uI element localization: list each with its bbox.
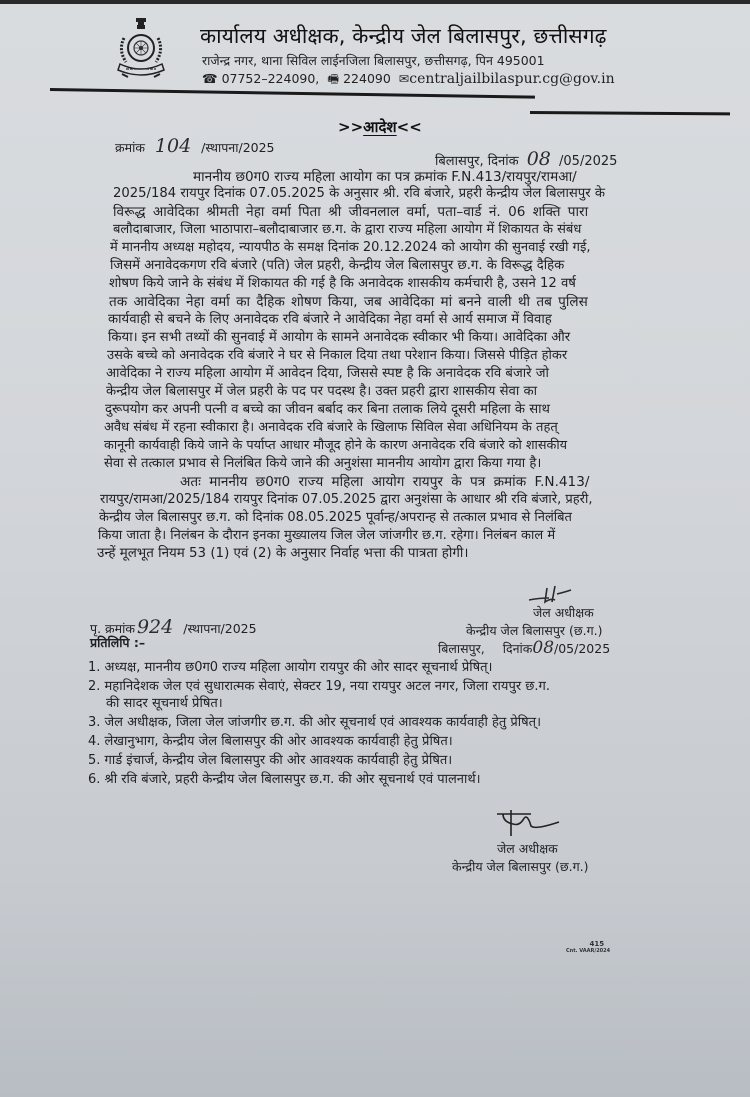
signatory-designation-1: जेल अधीक्षक <box>533 605 594 620</box>
email-address: centraljailbilaspur.cg@gov.in <box>409 71 615 87</box>
signatory-office-1: केन्द्रीय जेल बिलासपुर (छ.ग.) <box>466 623 603 638</box>
body-line: बलौदाबाजार, जिला भाठापारा–बलौदाबाजार छ.ग. के द्वारा राज्य महिला आयोग में शिकायत के संबंध <box>113 222 582 237</box>
body-line: अतः माननीय छ0ग0 राज्य महिला आयोग रायपुर के पत्र क्रमांक F.N.413/ <box>180 474 590 490</box>
body-line: माननीय छ0ग0 राज्य महिला आयोग का पत्र क्रमांक F.N.413/रायपुर/रामआ/ <box>193 169 577 185</box>
header-divider-right <box>530 111 730 115</box>
copy-list-item: 2. महानिदेशक जेल एवं सुधारात्मक सेवाएं, सेक्टर 19, नया रायपुर अटल नगर, जिला रायपुर छ.ग. <box>88 679 550 694</box>
body-line: 2025/184 रायपुर दिनांक 07.05.2025 के अनुसार श्री. रवि बंजारे, प्रहरी केन्द्रीय जेल बिलासपुर के <box>113 186 605 201</box>
copy-list-item: 4. लेखानुभाग, केन्द्रीय जेल बिलासपुर की ओर आवश्यक कार्यवाही हेतु प्रेषित। <box>88 734 453 749</box>
body-line: तक आवेदिका नेहा वर्मा का दैहिक शोषण किया, जब आवेदिका मां बनने वाली थी तब पुलिस <box>109 294 588 310</box>
print-stamp: 415 Cnt. VAAR/2024 <box>566 940 611 954</box>
heading-suffix: << <box>396 118 422 136</box>
body-line: किया जाता है। निलंबन के दौरान इनका मुख्यालय जिल जेल जांजगीर छ.ग. रहेगा। निलंबन काल में <box>98 528 556 543</box>
office-address: राजेन्द्र नगर, थाना सिविल लाईनजिला बिलासपुर, छत्तीसगढ़, पिन 495001 <box>202 53 545 68</box>
copy-label: प्रतिलिपि :– <box>90 635 146 650</box>
copy-place-date: बिलासपुर, दिनांक08/05/2025 <box>438 638 611 658</box>
signatory-designation-2: जेल अधीक्षक <box>497 841 558 856</box>
copy-list-item: 1. अध्यक्ष, माननीय छ0ग0 राज्य महिला आयोग रायपुर की ओर सादर सूचनार्थ प्रेषित्। <box>88 660 493 675</box>
signature-mark-2 <box>495 808 575 838</box>
handwritten-copy-number: 924 <box>136 616 174 638</box>
order-number: क्रमांक 104 /स्थापना/2025 <box>115 135 275 157</box>
copy-list-item-cont: की सादर सूचनार्थ प्रेषित। <box>106 696 223 711</box>
office-title: कार्यालय अधीक्षक, केन्द्रीय जेल बिलासपुर, छत्तीसगढ़ <box>200 24 607 48</box>
handwritten-copy-day: 08 <box>532 638 555 658</box>
heading-text: आदेश <box>363 118 397 136</box>
body-line: दुरूपयोग कर अपनी पत्नी व बच्चे का जीवन बर्बाद कर बिना तलाक लिये दूसरी महिला के साथ <box>105 402 550 417</box>
body-line: आवेदिका ने राज्य महिला आयोग में आवेदन दिया, जिससे स्पष्ट है कि अनावेदक रवि बंजारे जो <box>106 366 549 381</box>
office-contact <box>202 70 619 91</box>
body-line: सेवा से तत्काल प्रभाव से निलंबित किये जाने की अनुशंसा माननीय आयोग द्वारा किया गया है। <box>104 456 542 471</box>
body-line: शोषण किये जाने के संबंध में शिकायत की गई है कि अनावेदक शासकीय कर्मचारी है, उसने 12 वर्ष <box>109 276 576 291</box>
handwritten-day: 08 <box>526 148 551 170</box>
heading-prefix: >> <box>338 118 364 136</box>
email-icon: ✉ <box>398 71 410 86</box>
copy-list-item: 5. गार्ड इंचार्ज, केन्द्रीय जेल बिलासपुर की ओर आवश्यक कार्यवाही हेतु प्रेषित। <box>88 753 453 768</box>
fax-number: 224090 <box>343 71 391 86</box>
body-line: उसके बच्चे को अनावेदक रवि बंजारे ने घर से निकाल दिया तथा परेशान किया। जिससे पीड़ित होकर <box>107 348 568 363</box>
body-line: उन्हें मूलभूत नियम 53 (1) एवं (2) के अनुसार निर्वाह भत्ता की पात्रता होगी। <box>97 546 469 561</box>
handwritten-order-number: 104 <box>154 135 192 157</box>
phone-icon: ☎ <box>202 71 218 86</box>
copy-ref-number: पृ. क्रमांक 924 /स्थापना/2025 <box>90 616 257 638</box>
body-line: में माननीय अध्यक्ष महोदय, न्यायपीठ के समक्ष दिनांक 20.12.2024 को आयोग की सुनवाई रखी गई, <box>110 240 591 255</box>
state-emblem-icon <box>112 16 170 82</box>
signatory-office-2: केन्द्रीय जेल बिलासपुर (छ.ग.) <box>452 859 589 874</box>
body-line: कानूनी कार्यवाही किये जाने के पर्याप्त आधार मौजूद होने के कारण अनावेदक रवि बंजारे को शासकीय <box>104 438 568 453</box>
body-line: केन्द्रीय जेल बिलासपुर में जेल प्रहरी के पद पर पदस्थ है। उक्त प्रहरी द्वारा शासकीय सेवा का <box>106 384 538 399</box>
order-place-date: बिलासपुर, दिनांक 08 /05/2025 <box>435 148 618 170</box>
body-line: विरूद्ध आवेदिका श्रीमती नेहा वर्मा पिता श्री जीवनलाल वर्मा, पता–वार्ड नं. 06 शक्ति पारा <box>113 204 589 220</box>
body-line: जिसमें अनावेदकगण रवि बंजारे (पति) जेल प्रहरी, केन्द्रीय जेल बिलासपुर छ.ग. के विरूद्ध दैहिक <box>110 258 565 273</box>
body-line: कार्यवाही से बचने के लिए अनावेदक रवि बंजारे ने आवेदिका नेहा वर्मा से आर्य समाज में विवाह <box>108 312 552 327</box>
fax-icon: 🖷 <box>327 71 340 86</box>
body-line: किया। इन सभी तथ्यों की सुनवाई में आयोग के सामने अनावेदक स्वीकार भी किया। आवेदिका और <box>108 330 571 345</box>
body-line: अवैध संबंध में रहना स्वीकारा है। अनावेदक रवि बंजारे के खिलाफ सिविल सेवा अधिनियम के तहत् <box>104 420 558 435</box>
page-top-edge <box>0 0 750 4</box>
body-line: केन्द्रीय जेल बिलासपुर छ.ग. को दिनांक 08.05.2025 पूर्वान्ह/अपरान्ह से तत्काल प्रभाव से निलंबित <box>99 510 572 525</box>
copy-list-item: 6. श्री रवि बंजारे, प्रहरी केन्द्रीय जेल बिलासपुर छ.ग. की ओर सूचनार्थ एवं पालनार्थ। <box>88 772 481 787</box>
order-heading <box>338 117 422 137</box>
phone-number: 07752–224090, <box>221 71 320 86</box>
body-line: रायपुर/रामआ/2025/184 रायपुर दिनांक 07.05.2025 द्वारा अनुशंसा के आधार श्री रवि बंजारे, प्रहरी, <box>100 492 593 507</box>
copy-list-item: 3. जेल अधीक्षक, जिला जेल जांजगीर छ.ग. की ओर सूचनार्थ एवं आवश्यक कार्यवाही हेतु प्रेषित्। <box>88 715 542 730</box>
